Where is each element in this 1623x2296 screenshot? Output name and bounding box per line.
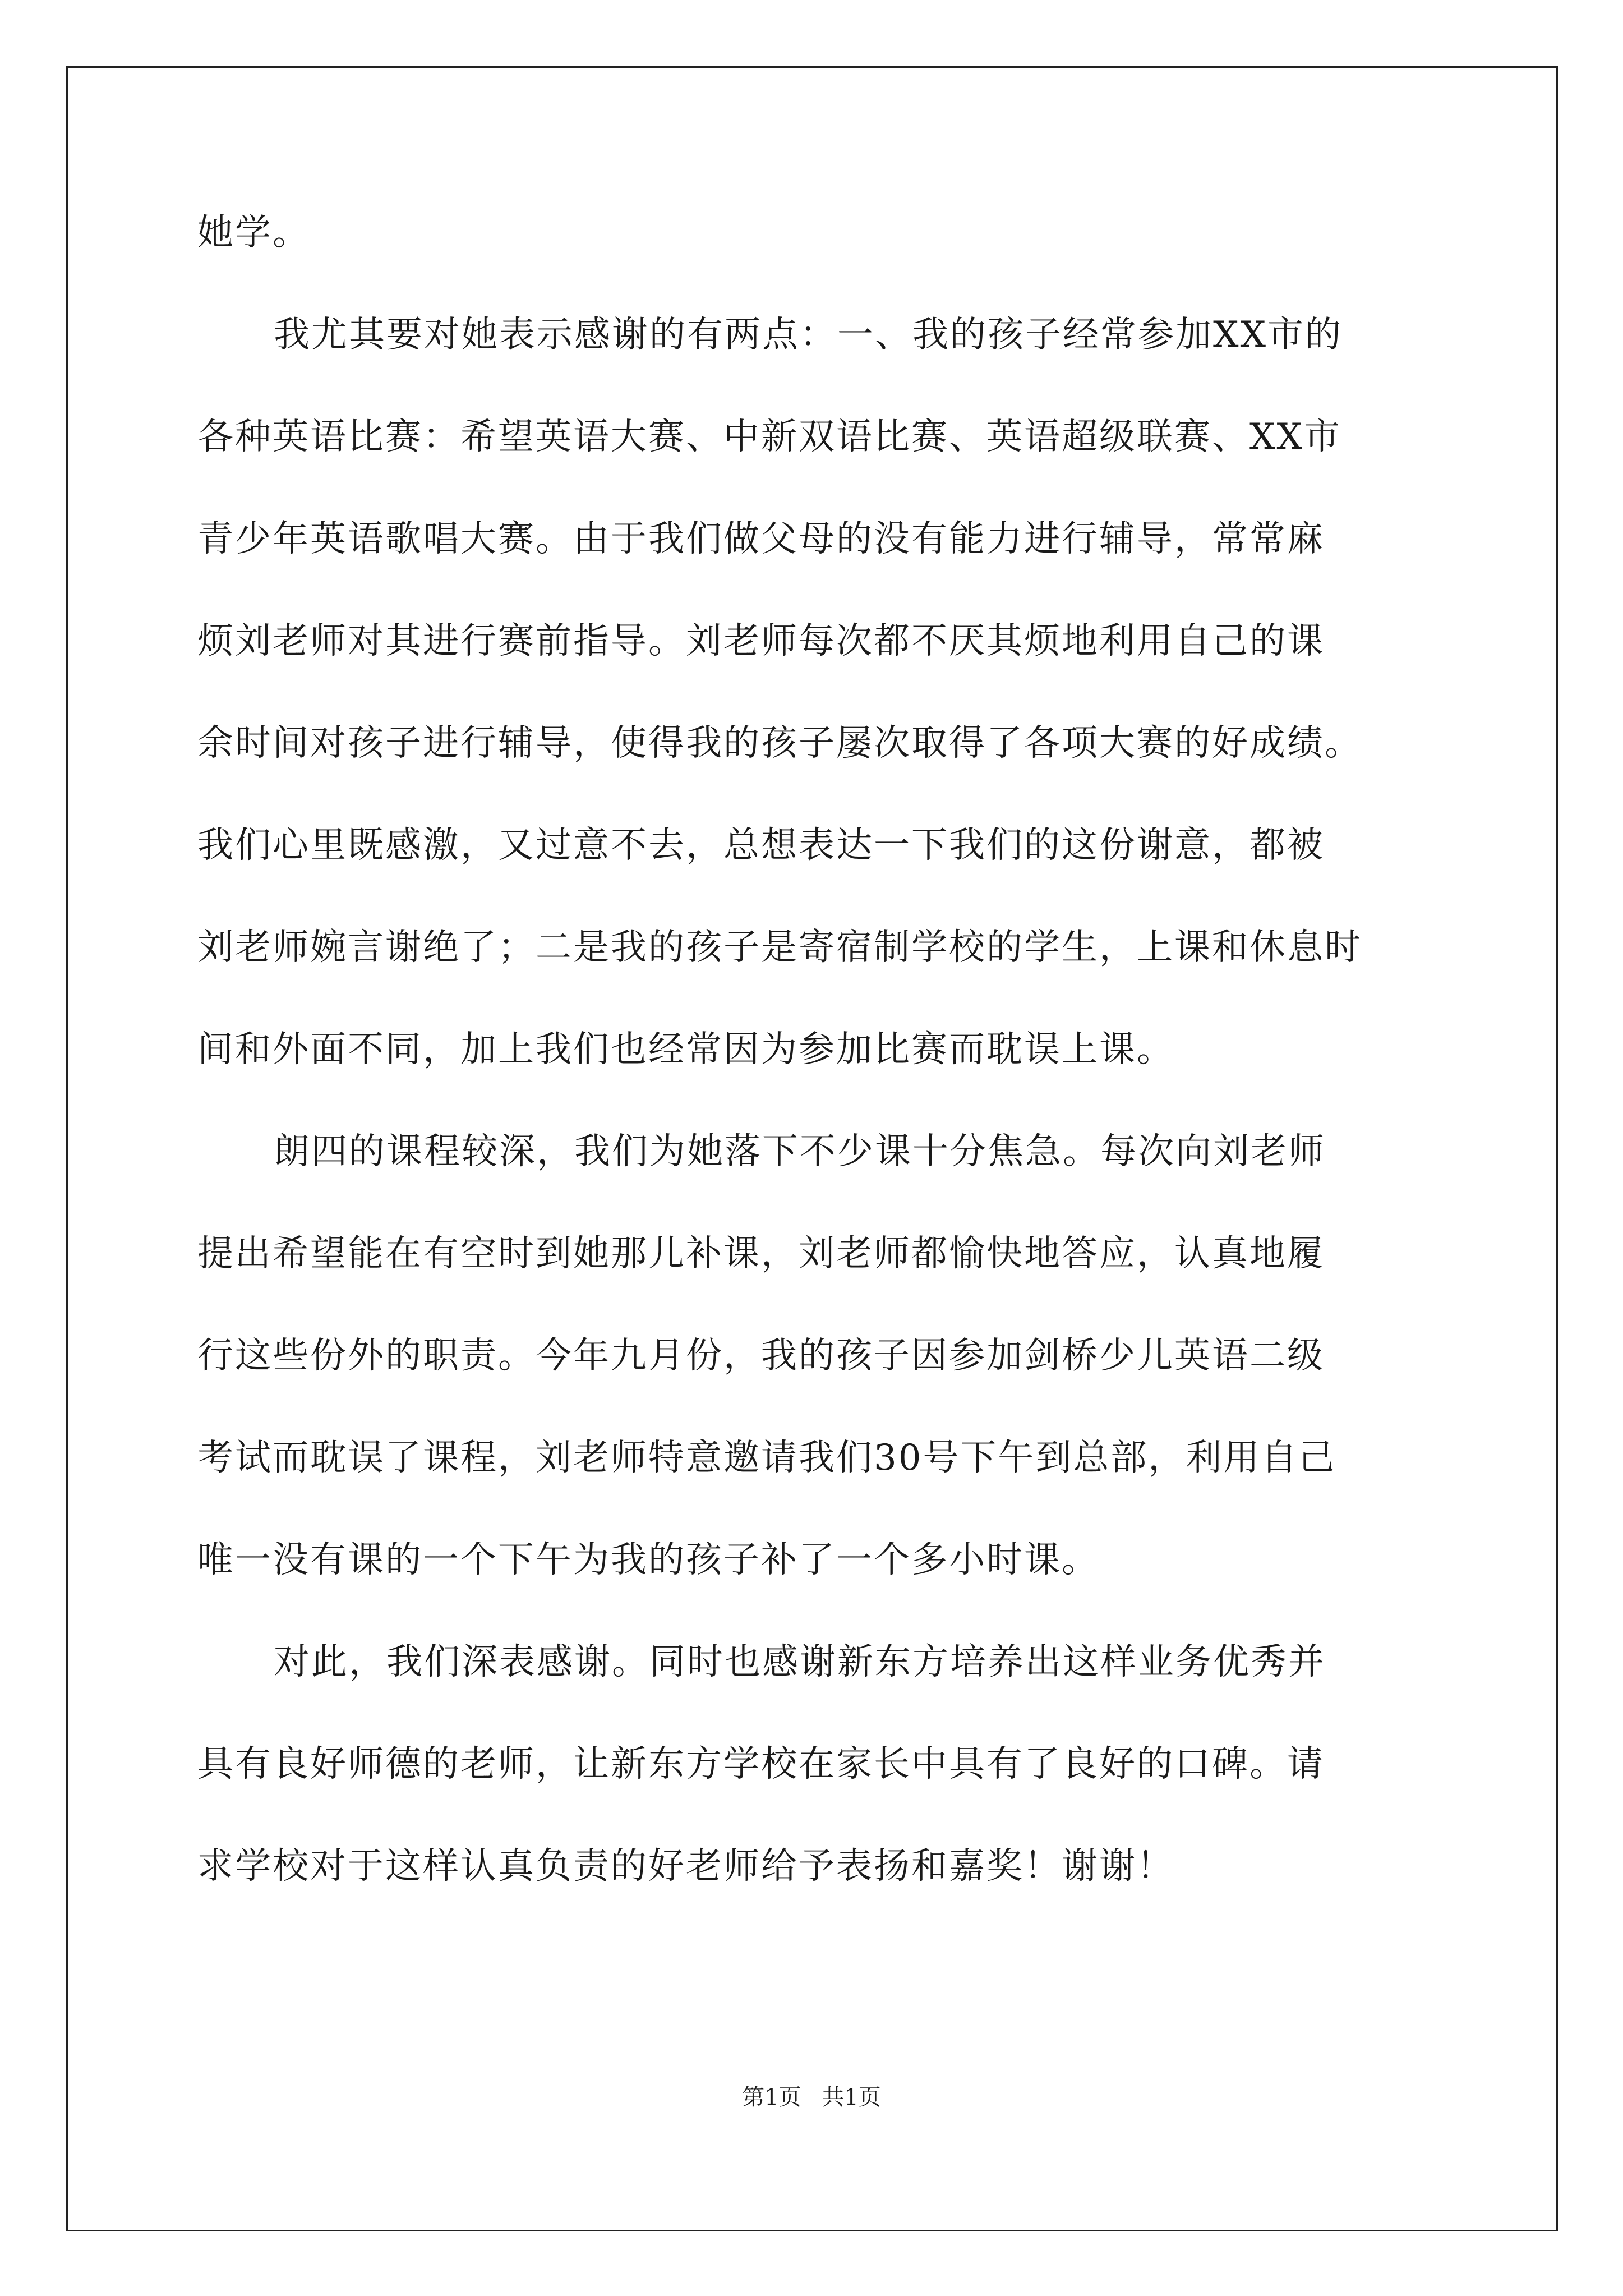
text-line: 刘老师婉言谢绝了；二是我的孩子是寄宿制学校的学生，上课和休息时 (197, 927, 1362, 968)
text-line: 唯一没有课的一个下午为我的孩子补了一个多小时课。 (197, 1539, 1099, 1581)
text-line: 考试而耽误了课程，刘老师特意邀请我们30号下午到总部，利用自己 (197, 1437, 1336, 1479)
text-line: 青少年英语歌唱大赛。由于我们做父母的没有能力进行辅导，常常麻 (197, 518, 1325, 560)
text-line: 具有良好师德的老师，让新东方学校在家长中具有了良好的口碑。请 (197, 1743, 1325, 1785)
paragraph-first-line: 朗四的课程较深，我们为她落下不少课十分焦急。每次向刘老师 (274, 1131, 1326, 1172)
page-total: 共1页 (822, 2085, 881, 2110)
text-line: 各种英语比赛：希望英语大赛、中新双语比赛、英语超级联赛、XX市 (197, 416, 1342, 458)
page-number: 第1页 (742, 2085, 801, 2110)
text-line: 烦刘老师对其进行赛前指导。刘老师每次都不厌其烦地利用自己的课 (197, 620, 1325, 662)
text-line: 她学。 (197, 212, 310, 254)
text-line: 求学校对于这样认真负责的好老师给予表扬和嘉奖！谢谢！ (197, 1846, 1174, 1887)
text-line: 提出希望能在有空时到她那儿补课，刘老师都愉快地答应，认真地履 (197, 1233, 1325, 1274)
text-line: 行这些份外的职责。今年九月份，我的孩子因参加剑桥少儿英语二级 (197, 1335, 1325, 1377)
text-line: 我们心里既感激，又过意不去，总想表达一下我们的这份谢意，都被 (197, 825, 1325, 866)
text-line: 余时间对孩子进行辅导，使得我的孩子屡次取得了各项大赛的好成绩。 (197, 723, 1362, 764)
paragraph-first-line: 我尤其要对她表示感谢的有两点：一、我的孩子经常参加XX市的 (274, 314, 1343, 356)
page-footer (0, 2084, 1623, 2111)
text-line: 间和外面不同，加上我们也经常因为参加比赛而耽误上课。 (197, 1029, 1174, 1070)
paragraph-first-line: 对此，我们深表感谢。同时也感谢新东方培养出这样业务优秀并 (274, 1641, 1326, 1683)
